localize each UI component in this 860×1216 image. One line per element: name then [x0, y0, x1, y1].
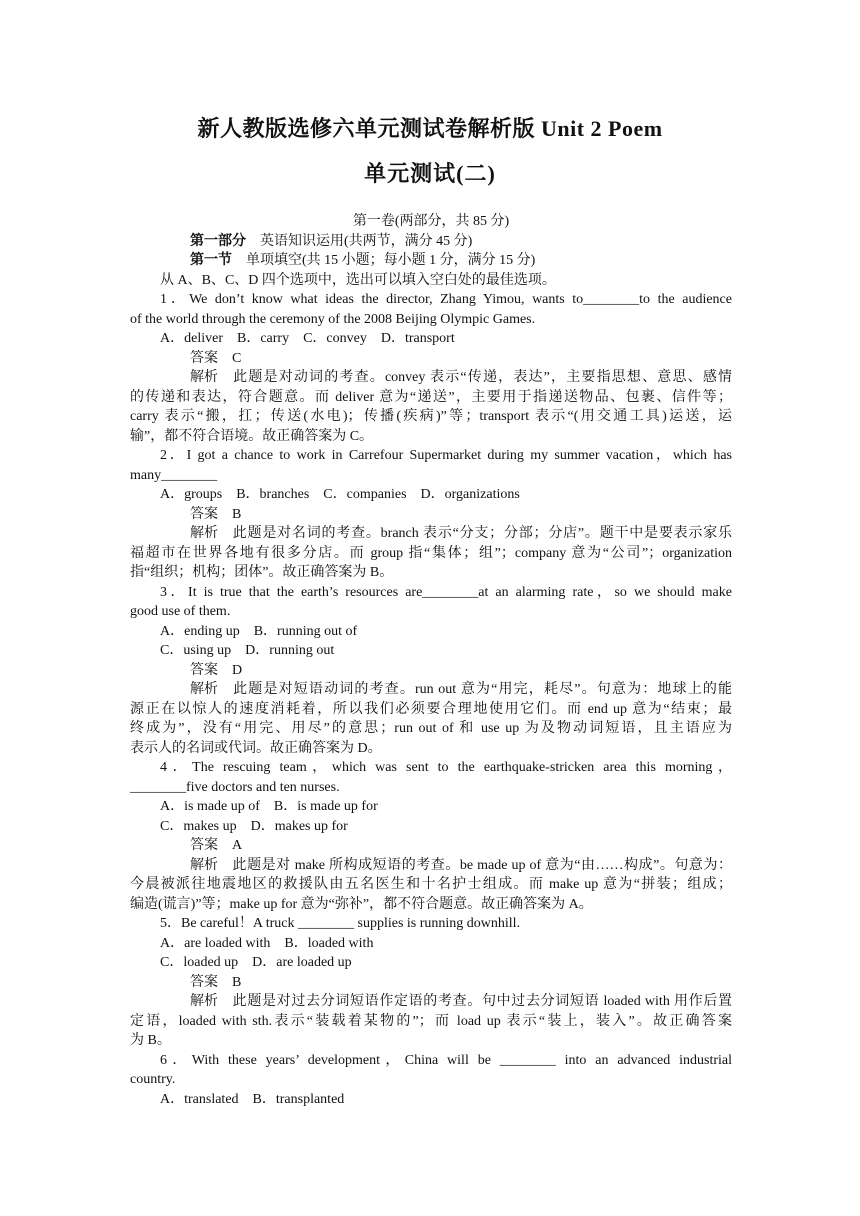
question-1-line: 1．We don’t know what ideas the director, Zhang Yimou, wants to________to the audience	[160, 292, 732, 307]
part-heading: 第一部分 英语知识运用(共两节，满分 45 分)	[190, 233, 473, 249]
question-3-line: good use of them.	[130, 604, 231, 619]
document-title: 新人教版选修六单元测试卷解析版 Unit 2 Poem	[197, 116, 663, 141]
question-3-answer: 答案 D	[190, 662, 243, 678]
question-1-options: A．deliver B．carry C．convey D．transport	[160, 331, 455, 346]
document-body	[130, 212, 732, 1109]
question-5-analysis: 为 B。	[130, 1033, 171, 1048]
question-6-line: 6．With these years’ development，China will be ________ into an advanced industrial	[160, 1052, 732, 1068]
question-1-analysis: carry 表示“搬，扛；传送(水电)；传播(疾病)”等；transport 表示“(用交通工具)运送，运	[130, 409, 732, 424]
question-5-analysis: 解析 此题是对过去分词短语作定语的考查。句中过去分词短语 loaded with 用作后置	[190, 994, 732, 1009]
question-2-options: A．groups B．branches C．companies D．organizations	[160, 487, 520, 502]
question-2-analysis: 福超市在世界各地有很多分店。而 group 指“集体；组”；company 意为“公司”；organization	[130, 545, 732, 561]
question-3-options: A．ending up B．running out of	[160, 623, 358, 639]
question-5-line: 5．Be careful！A truck ________ supplies is running downhill.	[160, 916, 521, 931]
question-4-line: ________five doctors and ten nurses.	[130, 779, 340, 795]
instruction-text: 从 A、B、C、D 四个选项中，选出可以填入空白处的最佳选项。	[160, 272, 556, 288]
question-4-analysis: 解析 此题是对 make 所构成短语的考查。be made up of 意为“由……构成”。句意为：	[190, 857, 732, 873]
question-6-line: country.	[130, 1072, 176, 1087]
question-2-analysis: 解析 此题是对名词的考查。branch 表示“分支；分部；分店”。题干中是要表示家乐	[190, 526, 732, 541]
volume-heading: 第一卷(两部分，共 85 分)	[352, 214, 510, 229]
question-4-options: A．is made up of B．is made up for	[160, 799, 378, 814]
question-5-options: C．loaded up D．are loaded up	[160, 955, 352, 970]
section-heading: 第一节 单项填空(共 15 小题；每小题 1 分，满分 15 分)	[190, 253, 536, 268]
question-3-analysis: 源正在以惊人的速度消耗着，所以我们必须要合理地使用它们。而 end up 意为“结束；最	[130, 701, 732, 717]
question-6-options: A．translated B．transplanted	[160, 1091, 345, 1107]
question-3-options: C．using up D．running out	[160, 643, 335, 658]
question-5-analysis: 定语，loaded with sth.表示“装载着某物的”；而 load up 表示“装上，装入”。故正确答案	[130, 1013, 732, 1029]
question-2-analysis: 指“组织；机构；团体”。故正确答案为 B。	[130, 565, 394, 580]
question-5-options: A．are loaded with B．loaded with	[160, 935, 374, 951]
question-1-line: of the world through the ceremony of the 2008 Beijing Olympic Games.	[130, 311, 536, 327]
question-2-line: 2．I got a chance to work in Carrefour Supermarket during my summer vacation，which has	[160, 448, 732, 463]
question-4-analysis: 今晨被派往地震地区的救援队由五名医生和十名护士组成。而 make up 意为“拼装；组成；	[130, 877, 732, 892]
document-subtitle: 单元测试(二)	[364, 161, 496, 186]
question-3-analysis: 终成为”，没有“用完、用尽”的意思；run out of 和 use up 为及物动词短语，且主语应为	[130, 721, 732, 736]
question-4-analysis: 编造(谎言)”等；make up for 意为“弥补”，都不符合题意。故正确答案为 A。	[130, 896, 593, 912]
question-4-options: C．makes up D．makes up for	[160, 818, 348, 834]
question-3-analysis: 表示人的名词或代词。故正确答案为 D。	[130, 740, 382, 756]
question-1-analysis: 的传递和表达，符合题意。而 deliver 意为“递送”，主要用于指递送物品、包裹、信件等；	[130, 389, 732, 405]
question-4-answer: 答案 A	[190, 838, 243, 853]
question-1-answer: 答案 C	[190, 350, 242, 366]
question-3-line: 3．It is true that the earth’s resources are________at an alarming rate，so we should make	[160, 584, 732, 600]
question-4-line: 4．The rescuing team，which was sent to the earthquake-stricken area this morning，	[160, 760, 732, 775]
question-3-analysis: 解析 此题是对短语动词的考查。run out 意为“用完，耗尽”。句意为：地球上的能	[190, 682, 732, 697]
question-1-analysis: 解析 此题是对动词的考查。convey 表示“传递，表达”，主要指思想、意思、感情	[190, 370, 732, 385]
question-2-line: many________	[130, 467, 218, 483]
question-5-answer: 答案 B	[190, 974, 242, 990]
question-1-analysis: 输”，都不符合语境。故正确答案为 C。	[130, 428, 374, 444]
question-2-answer: 答案 B	[190, 506, 242, 522]
